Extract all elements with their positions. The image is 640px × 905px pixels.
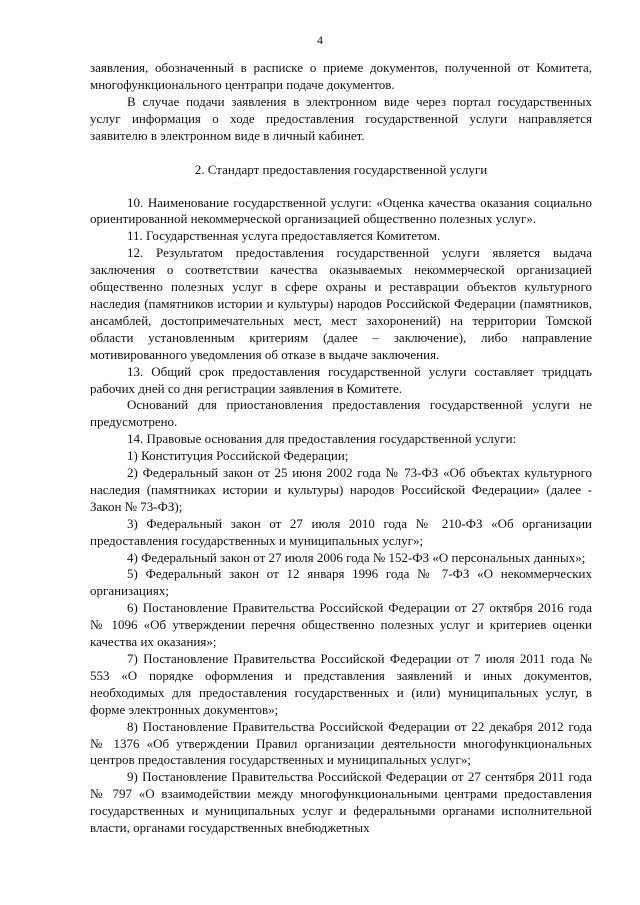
paragraph-item-10: 10. Наименование государственной услуги: «Оценка качества оказания социально ориентированной некоммерческой организацией общественно полезных услуг». (90, 194, 592, 227)
paragraph-item-11: 11. Государственная услуга предоставляется Комитетом. (127, 228, 441, 244)
legal-basis-5: 5) Федеральный закон от 12 января 1996 года № 7-ФЗ «О некоммерческих организациях; (90, 566, 592, 599)
legal-basis-3: 3) Федеральный закон от 27 июля 2010 года № 210-ФЗ «Об организации предоставления государственных и муниципальных услуг»; (90, 515, 592, 548)
legal-basis-7: 7) Постановление Правительства Российской Федерации от 7 июля 2011 года № 553 «О порядке оформления и представления заявлений и иных документов, необходимых для предоставления государственных и (или) муниципальных услуг, в форме электронных документов»; (90, 651, 592, 717)
legal-basis-8: 8) Постановление Правительства Российской Федерации от 22 декабря 2012 года № 1376 «Об утверждении Правил организации деятельности многофункциональных центров предоставления государственных и муниципальных услуг»; (90, 718, 592, 768)
document-body (90, 60, 592, 837)
legal-basis-6: 6) Постановление Правительства Российской Федерации от 27 октября 2016 года № 1096 «Об утверждении перечня общественно полезных услуг и критериев оценки качества их оказания»; (90, 600, 592, 650)
legal-basis-2: 2) Федеральный закон от 25 июня 2002 года № 73-ФЗ «Об объектах культурного наследия (памятниках истории и культуры) народов Российской Федерации» (далее - Закон № 73-ФЗ); (90, 465, 592, 514)
paragraph-item-12: 12. Результатом предоставления государственной услуги является выдача заключения о соответствии качества оказываемых некоммерческой организацией общественно полезных услуг в сфере охраны и реставрации объектов культурного наследия (памятников истории и культуры) народов Российской Федерации (памятников, ансамблей, достопримечательных мест, мест захоронений) на территории Томской области установленным критериям (далее – заключение), либо направление мотивированного уведомления об отказе в выдаче заключения. (90, 245, 592, 362)
paragraph-no-suspension: Оснований для приостановления предоставления государственной услуги не предусмотрено. (90, 397, 592, 430)
page-number: 4 (317, 33, 323, 47)
paragraph-item-14: 14. Правовые основания для предоставления государственной услуги: (127, 431, 517, 447)
paragraph-item-13: 13. Общий срок предоставления государственной услуги составляет тридцать рабочих дней со дня регистрации заявления в Комитете. (90, 363, 592, 396)
section-title: 2. Стандарт предоставления государственной услуги (194, 161, 488, 177)
paragraph-intro-continuation: заявления, обозначенный в расписке о приеме документов, полученной от Комитета, многофункционального центрапри подаче документов. (90, 60, 592, 92)
legal-basis-4: 4) Федеральный закон от 27 июля 2006 года № 152-ФЗ «О персональных данных»; (127, 549, 586, 565)
paragraph-electronic-submission: В случае подачи заявления в электронном виде через портал государственных услуг информация о ходе предоставления государственной услуги направляется заявителю в электронном виде в личный кабинет. (90, 93, 592, 143)
legal-basis-9: 9) Постановление Правительства Российской Федерации от 27 сентября 2011 года № 797 «О взаимодействии между многофункциональными центрами предоставления государственных и муниципальных услуг и федеральными органами исполнительной власти, органами государственных внебюджетных (90, 769, 592, 836)
legal-basis-1: 1) Конституция Российской Федерации; (127, 448, 349, 464)
